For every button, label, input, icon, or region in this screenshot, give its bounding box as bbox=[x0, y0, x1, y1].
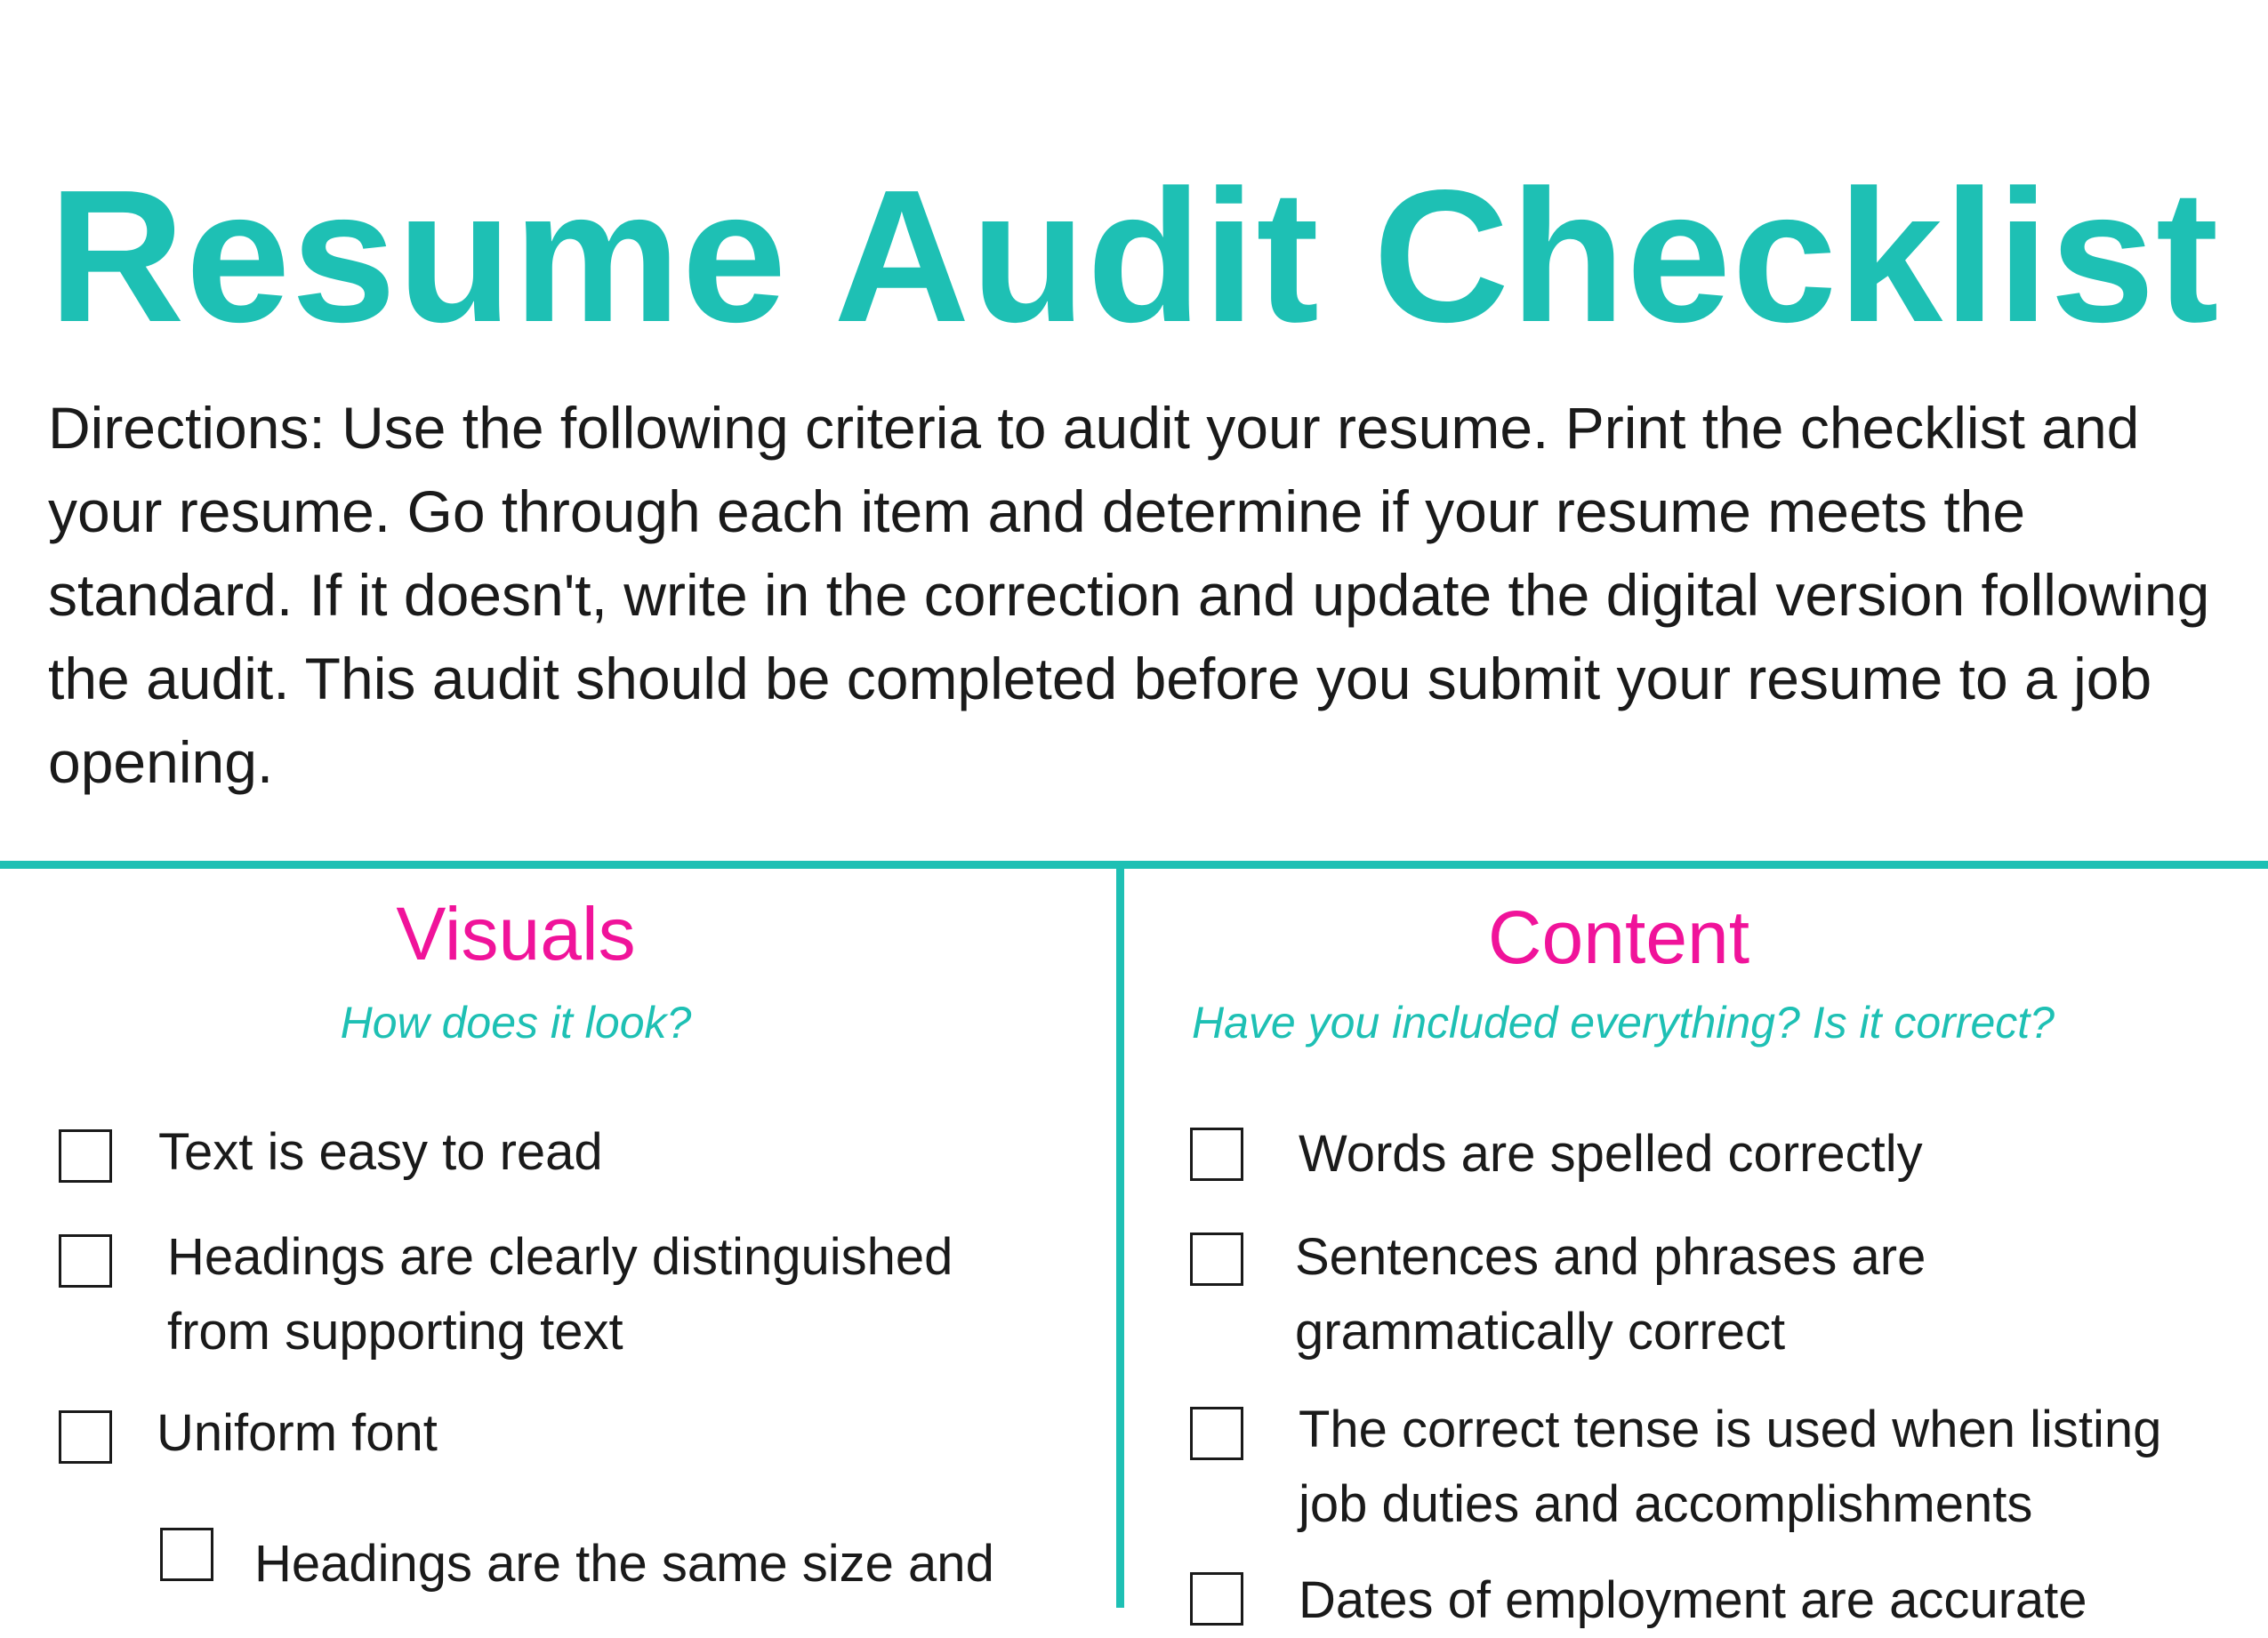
visuals-subheading: How does it look? bbox=[340, 998, 692, 1048]
item-label: Text is easy to read bbox=[158, 1123, 603, 1181]
checkbox[interactable] bbox=[160, 1528, 213, 1581]
checkbox[interactable] bbox=[1190, 1233, 1243, 1286]
page-title: Resume Audit Checklist bbox=[48, 150, 2220, 361]
horizontal-divider bbox=[0, 861, 2268, 869]
item-label: Uniform font bbox=[157, 1404, 438, 1462]
item-label: Headings are clearly distinguished bbox=[167, 1228, 953, 1286]
item-label: Words are spelled correctly bbox=[1299, 1125, 1923, 1183]
checkbox[interactable] bbox=[1190, 1407, 1243, 1460]
item-label: Headings are the same size and bbox=[254, 1535, 994, 1593]
item-label-continued: grammatically correct bbox=[1295, 1303, 1786, 1361]
item-label-continued: job duties and accomplishments bbox=[1299, 1475, 2033, 1533]
item-label: The correct tense is used when listing bbox=[1299, 1401, 2162, 1458]
visuals-heading: Visuals bbox=[396, 892, 636, 976]
checkbox[interactable] bbox=[59, 1234, 112, 1288]
item-label-continued: from supporting text bbox=[167, 1303, 623, 1361]
content-heading: Content bbox=[1487, 895, 1750, 979]
checkbox[interactable] bbox=[59, 1410, 112, 1464]
column-divider bbox=[1116, 861, 1124, 1608]
item-label: Dates of employment are accurate bbox=[1299, 1571, 2087, 1629]
checkbox[interactable] bbox=[1190, 1128, 1243, 1181]
content-subheading: Have you included everything? Is it correct? bbox=[1192, 998, 2055, 1048]
checkbox[interactable] bbox=[1190, 1572, 1243, 1626]
checkbox[interactable] bbox=[59, 1129, 112, 1183]
item-label: Sentences and phrases are bbox=[1295, 1228, 1926, 1286]
directions-text: Directions: Use the following criteria to audit your resume. Print the checklist and your resume. Go through each item and determine if your resume meets the standard. If it doesn't, write in the correction and update the digital version following the audit. This audit should be completed before you submit your resume to a job opening. bbox=[48, 395, 2210, 795]
